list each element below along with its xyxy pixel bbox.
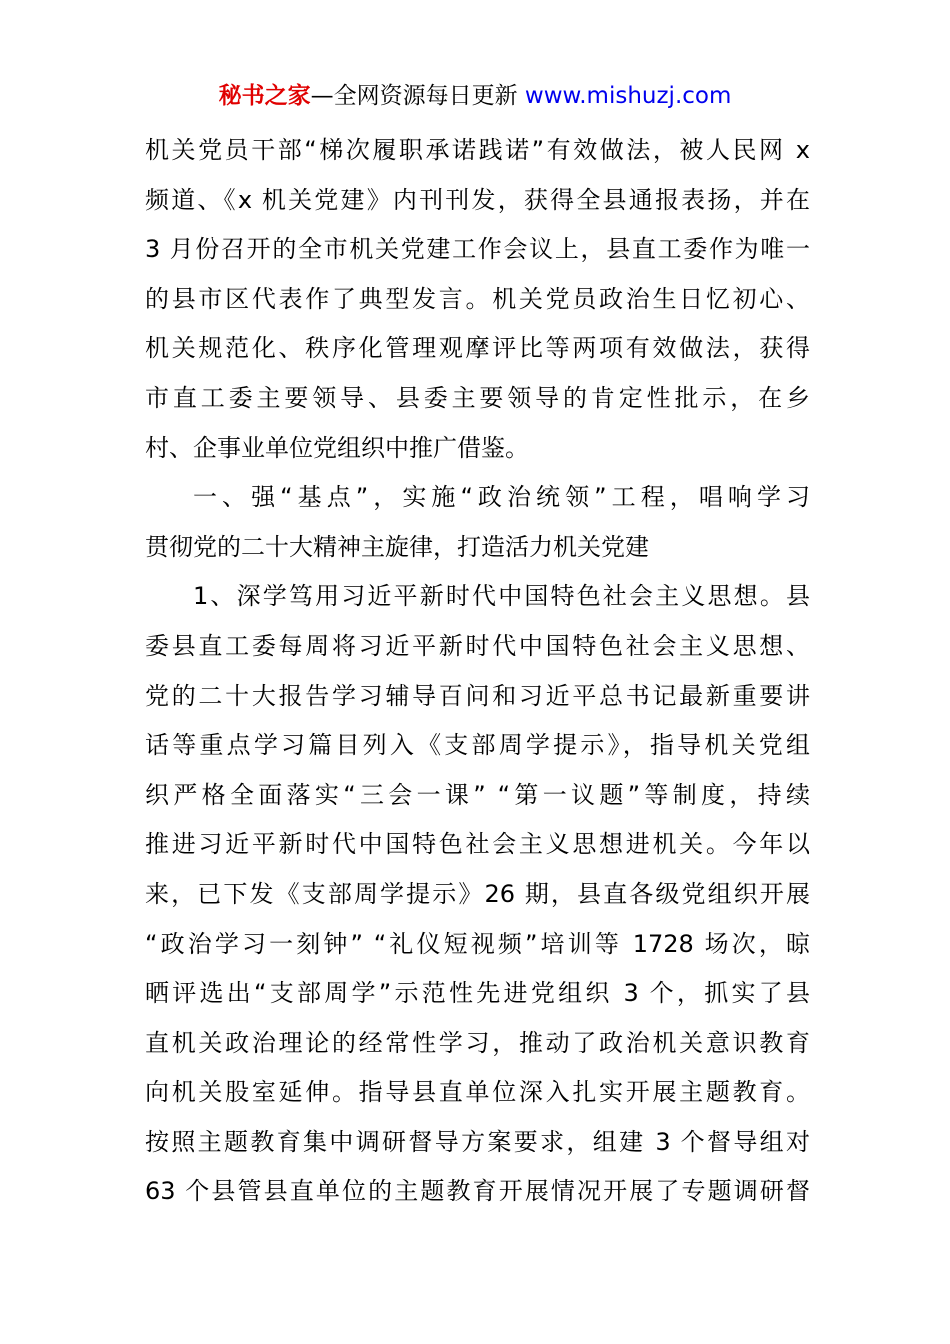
text-line: 村、企事业单位党组织中推广借鉴。 bbox=[145, 433, 529, 462]
text-line: 1、深学笃用习近平新时代中国特色社会主义思想。县 bbox=[193, 582, 810, 611]
text-line: 向机关股室延伸。指导县直单位深入扎实开展主题教育。 bbox=[145, 1078, 810, 1107]
text-line: 3 月份召开的全市机关党建工作会议上，县直工委作为唯一 bbox=[145, 235, 810, 264]
text-line: 话等重点学习篇目列入《支部周学提示》，指导机关党组 bbox=[145, 731, 810, 760]
text-line: 党的二十大报告学习辅导百问和习近平总书记最新重要讲 bbox=[145, 681, 810, 710]
document-body bbox=[145, 126, 810, 1217]
section-heading-line: 贯彻党的二十大精神主旋律，打造活力机关党建 bbox=[145, 532, 649, 561]
text-line: 织严格全面落实“三会一课” “第一议题”等制度，持续 bbox=[145, 780, 810, 809]
text-line: 按照主题教育集中调研督导方案要求，组建 3 个督导组对 bbox=[145, 1127, 810, 1156]
text-line: 的县市区代表作了典型发言。机关党员政治生日忆初心、 bbox=[145, 284, 810, 313]
section-heading-line: 一、强“基点”，实施“政治统领”工程，唱响学习 bbox=[193, 483, 810, 512]
text-line: 机关党员干部“梯次履职承诺践诺”有效做法，被人民网 x bbox=[145, 136, 810, 164]
text-line: “政治学习一刻钟” “礼仪短视频”培训等 1728 场次，晾 bbox=[145, 929, 810, 958]
text-line: 委县直工委每周将习近平新时代中国特色社会主义思想、 bbox=[145, 631, 810, 660]
text-line: 来，已下发《支部周学提示》26 期，县直各级党组织开展 bbox=[145, 879, 810, 908]
page-header bbox=[0, 80, 950, 112]
text-line: 频道、《x 机关党建》内刊刊发，获得全县通报表扬，并在 bbox=[145, 185, 810, 214]
text-line: 推进习近平新时代中国特色社会主义思想进机关。今年以 bbox=[145, 830, 810, 859]
text-line: 63 个县管县直单位的主题教育开展情况开展了专题调研督 bbox=[145, 1177, 810, 1206]
text-line: 直机关政治理论的经常性学习，推动了政治机关意识教育 bbox=[145, 1028, 810, 1057]
site-tagline: —全网资源每日更新 bbox=[310, 83, 518, 109]
text-line: 晒评选出“支部周学”示范性先进党组织 3 个，抓实了县 bbox=[145, 979, 810, 1008]
text-line: 机关规范化、秩序化管理观摩评比等两项有效做法，获得 bbox=[145, 334, 810, 363]
site-url-link[interactable]: www.mishuzj.com bbox=[524, 83, 732, 109]
text-line: 市直工委主要领导、县委主要领导的肯定性批示，在乡 bbox=[145, 383, 810, 412]
site-brand: 秘书之家 bbox=[218, 83, 311, 109]
